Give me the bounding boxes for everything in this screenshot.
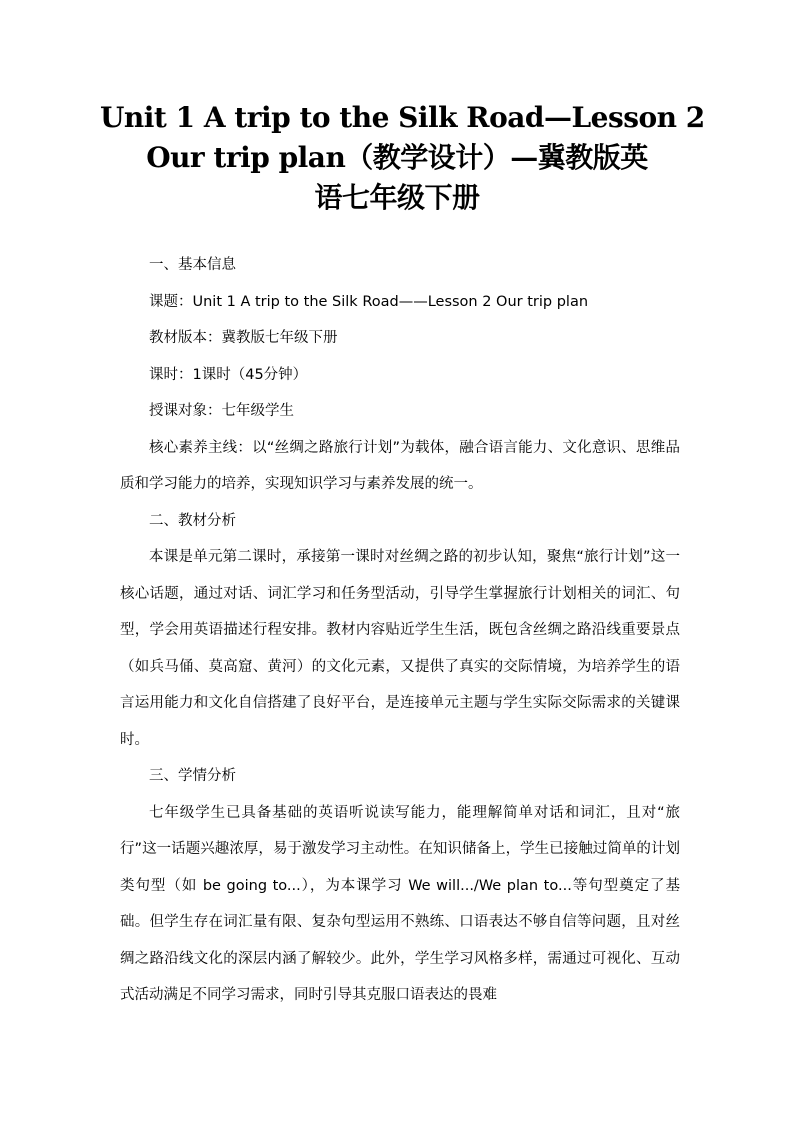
document-title [100,98,705,218]
material-analysis-paragraph: 本课是单元第二课时，承接第一课时对丝绸之路的初步认知，聚焦“旅行计划”这一核心话题，通过对话、词汇学习和任务型活动，引导学生掌握旅行计划相关的词汇、句型，学会用英语描述行程安排。教材内容贴近学生生活，既包含丝绸之路沿线重要景点（如兵马俑、莫高窟、黄河）的文化元素，又提供了真实的交际情境，为培养学生的语言运用能力和文化自信搭建了良好平台，是连接单元主题与学生实际交际需求的关键课时。 [120,549,680,748]
section-heading-learner: 三、学情分析 [149,768,236,784]
learner-analysis-paragraph: 七年级学生已具备基础的英语听说读写能力，能理解简单对话和词汇，且对“旅行”这一话题兴趣浓厚，易于激发学习主动性。在知识储备上，学生已接触过简单的计划类句型（如 be going to...），为本课学习 We will.../We plan to...等句型奠定了基础。但学生存在词汇量有限、复杂句型运用不熟练、口语表达不够自信等问题，且对丝绸之路沿线文化的深层内涵了解较少。此外，学生学习风格多样，需通过可视化、互动式活动满足不同学习需求，同时引导其克服口语表达的畏难 [120,804,680,1003]
title-line-2: Our trip plan（教学设计）—冀教版英 [146,141,648,174]
title-line-1: Unit 1 A trip to the Silk Road—Lesson 2 [100,101,705,134]
textbook-line: 教材版本：冀教版七年级下册 [149,330,338,346]
core-literacy-paragraph: 核心素养主线：以“丝绸之路旅行计划”为载体，融合语言能力、文化意识、思维品质和学习能力的培养，实现知识学习与素养发展的统一。 [120,439,680,492]
topic-line: 课题：Unit 1 A trip to the Silk Road——Lesson 2 Our trip plan [149,293,589,310]
audience-line: 授课对象：七年级学生 [149,403,294,419]
title-line-3: 语七年级下册 [314,181,480,214]
hours-line: 课时：1课时（45分钟） [149,366,308,383]
section-heading-basic-info: 一、基本信息 [149,257,236,273]
section-heading-material: 二、教材分析 [149,512,236,529]
document-body [120,247,680,1014]
